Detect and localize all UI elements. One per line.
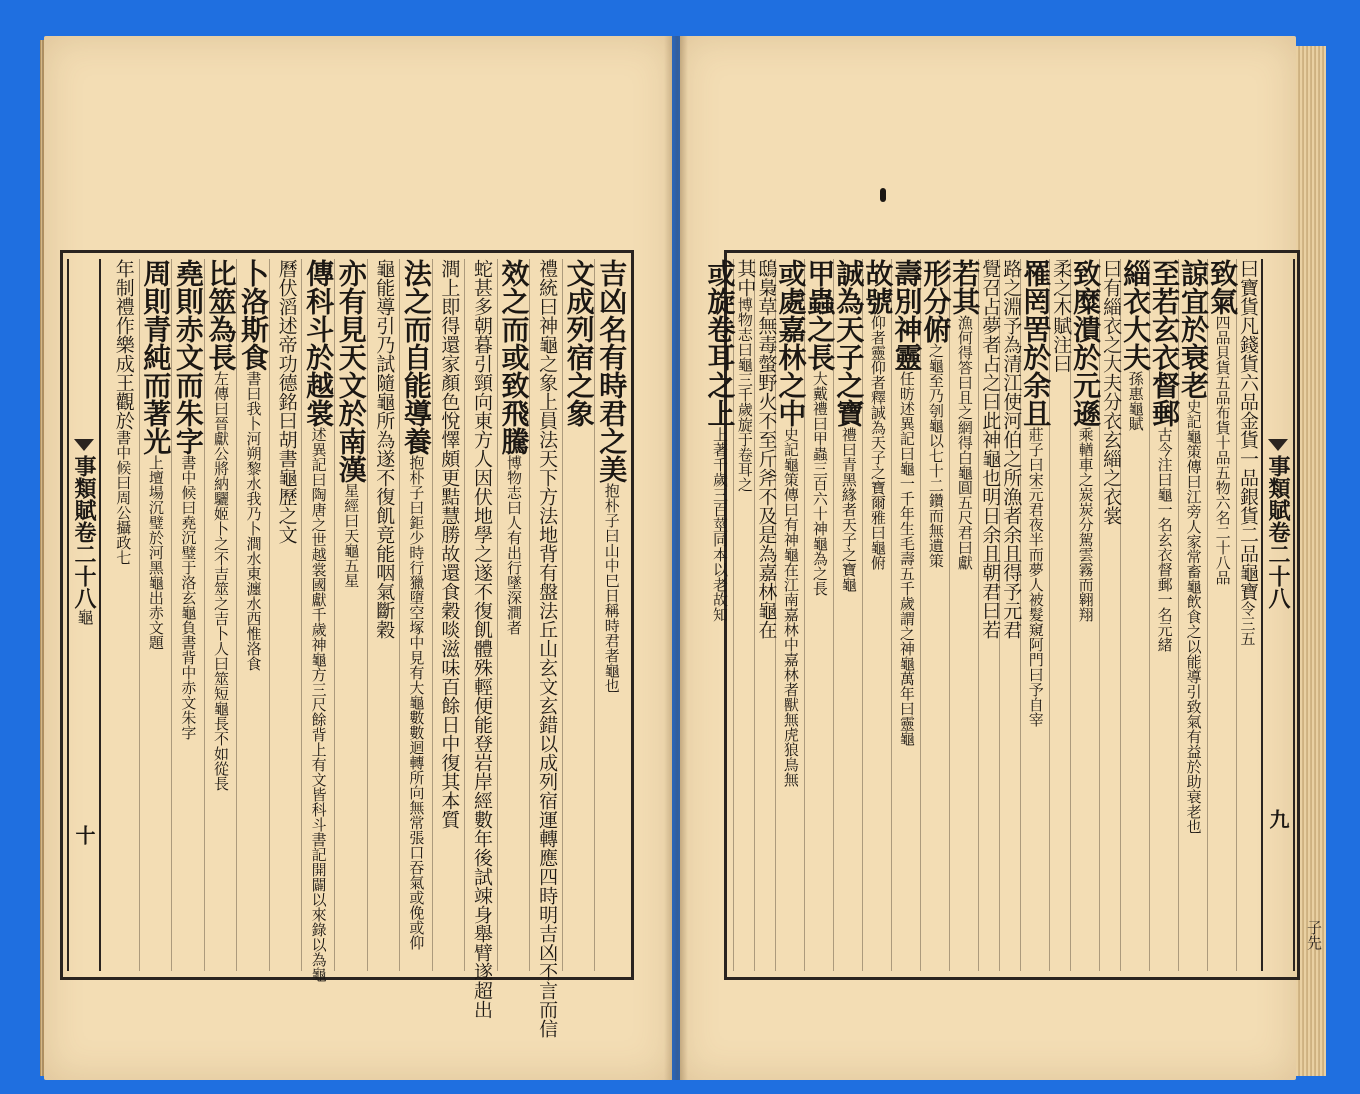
commentary-text: 禮統曰神龜之象上員法天下方法地背有盤法丘山玄文玄錯以成列宿運轉應四時明吉凶不言而信 (536, 259, 559, 1038)
text-column (1206, 259, 1240, 971)
annotation-text: 仰者靈仰者釋誠為天子之寶 (868, 315, 887, 495)
text-column (1099, 259, 1123, 971)
commentary-text: 龜能導引乃試隨龜所為遂不復飢竟能咽氣斷穀 (373, 259, 396, 639)
text-column (497, 259, 530, 971)
text-column (948, 259, 982, 971)
annotation-text: 任昉述異記曰龜一千年生毛壽五千歲謂之神龜萬年曰靈龜 (897, 371, 916, 746)
commentary-text: 鴟梟草無毒螫野火不至斤斧不及是為嘉林龜在 (755, 259, 778, 639)
commentary-text: 年制禮作樂成王觀於 (112, 259, 135, 430)
annotation-text: 禮曰青黑緣者天子之寶龜 (839, 427, 858, 592)
right-text-columns (703, 259, 1259, 971)
text-column (464, 259, 497, 1019)
text-column (334, 259, 367, 971)
main-text: 諒宜於衰老 (1177, 259, 1211, 399)
main-text: 甲蟲之長 (803, 259, 837, 371)
annotation-text: 上壇場沉璧於河黑龜出赤文題 (146, 455, 165, 650)
annotation-text: 之龜至乃刳龜以七十二鑽而無遺策 (926, 343, 945, 568)
commentary-text: 柔之木賦注曰 (1050, 259, 1073, 373)
main-text: 堯則赤文而朱字 (171, 259, 205, 455)
main-text: 若其 (948, 259, 982, 315)
main-text: 緇衣大夫 (1119, 259, 1153, 371)
main-text: 罹罔罟於余且 (1019, 259, 1053, 427)
corner-mark: 子先 (1305, 920, 1323, 950)
main-text: 文成列宿之象 (562, 259, 596, 427)
text-column (432, 259, 465, 971)
text-column (1236, 259, 1257, 971)
annotation-text: 漁何得答曰且之網得白龜圓五尺君曰獻 (955, 315, 974, 570)
commentary-text: 澗上即得還家顏色悅懌頗更黠慧勝故還食穀啖滋味百餘日中復其本質 (438, 259, 461, 829)
main-text: 亦有見天文於南漢 (334, 259, 368, 483)
text-column (1019, 259, 1053, 971)
text-column (367, 259, 400, 971)
annotation-text: 上著千歲三百莖同本以老故知 (710, 427, 729, 622)
text-column (754, 259, 778, 971)
text-column (861, 259, 895, 971)
annotation-text: 史記龜策傳曰江旁人家常畜龜飲食之以能導引致氣有益於助衰老也 (1184, 399, 1203, 834)
annotation-text: 莊子曰宋元君夜半而夢人被髮窺阿門曰予自宰 (1026, 427, 1045, 727)
right-margin-title: 事類賦卷二十八 (1265, 455, 1291, 609)
text-column (1148, 259, 1182, 971)
text-column (139, 259, 172, 971)
fish-tail-mark-icon (74, 439, 94, 451)
annotation-text: 抱朴子曰山中巳日稱時君者龜也 (602, 483, 621, 693)
left-text-frame (60, 250, 634, 1038)
main-text: 故號 (861, 259, 895, 315)
main-text: 傳科斗於越裳 (302, 259, 336, 427)
left-margin-subtitle: 龜 (75, 609, 94, 625)
ink-mark (880, 188, 886, 202)
text-column (236, 259, 269, 971)
main-text: 致氣 (1206, 259, 1240, 315)
annotation-text: 乘輶車之炭炭分駕雲霧而翱翔 (1076, 427, 1095, 622)
left-page-number: 十 (72, 825, 96, 845)
annotation-text: 書曰我卜河朔黎水我乃卜澗水東瀍水西惟洛食 (244, 371, 263, 671)
annotation-text: 左傳曰晉獻公將納驪姬卜之不吉筮之吉卜人曰筮短龜長不如從長 (211, 371, 230, 791)
text-column (529, 259, 562, 1038)
text-column (1177, 259, 1211, 971)
right-text-frame (703, 250, 1300, 980)
annotation-text: 史記龜策傳曰有神龜在江南嘉林中嘉林者獸無虎狼鳥無 (781, 427, 800, 787)
annotation-text: 星經曰天龜五星 (342, 483, 361, 588)
text-column (269, 259, 302, 971)
annotation-text: 述異記曰陶唐之世越裳國獻千歲神龜方三尺餘背上有文皆科斗書記開闢以來錄以為龜 (309, 427, 328, 982)
text-column (171, 259, 204, 971)
text-column (890, 259, 924, 971)
text-column (301, 259, 336, 982)
main-text: 致糜潰於元遜 (1069, 259, 1103, 427)
annotation-text: 令三五 (1238, 601, 1257, 646)
text-column (594, 259, 627, 971)
main-text: 卜洛斯食 (237, 259, 271, 371)
main-text: 或處嘉林之中 (774, 259, 808, 427)
text-column (204, 259, 237, 971)
text-column (999, 259, 1023, 971)
main-text: 法之而自能導養 (399, 259, 433, 455)
commentary-text: 曰寶貨凡錢貨六品金貨一品銀貨二品龜寶 (1237, 259, 1259, 601)
right-page-number: 九 (1266, 809, 1290, 829)
annotation-text: 古今注曰龜一名玄衣督郵一名元緒 (1155, 427, 1174, 652)
annotation-text: 博物志曰人有出行墜深澗者 (505, 455, 524, 635)
text-column (703, 259, 737, 971)
text-column (803, 259, 837, 971)
text-column (832, 259, 866, 971)
main-text: 周則青純而著光 (139, 259, 173, 455)
text-column (1119, 259, 1153, 971)
main-text: 形分俯 (919, 259, 953, 343)
text-column (919, 259, 953, 971)
commentary-text: 蛇甚多朝暮引頸向東方人因伏地學之遂不復飢體殊輕便能登岩岸經數年後試竦身舉臂遂超出 (470, 259, 493, 1019)
commentary-text: 曆伏滔述帝功德銘曰胡書龜歷之文 (275, 259, 298, 544)
annotation-text: 書中候曰堯沉璧于洛玄龜負書背中赤文朱字 (179, 455, 198, 740)
text-column (978, 259, 1002, 971)
left-text-columns (107, 259, 629, 1038)
text-column (562, 259, 595, 971)
text-column (774, 259, 808, 971)
text-column (1069, 259, 1103, 971)
fish-tail-mark-icon (1268, 439, 1288, 451)
main-text: 誠為天子之寶 (832, 259, 866, 427)
right-page-margin (1261, 259, 1295, 971)
main-text: 吉凶名有時君之美 (595, 259, 629, 483)
annotation-text: 書中候曰周公攝政七 (114, 430, 133, 565)
commentary-text: 曰有緇衣之大夫分衣玄緇之衣裳 (1100, 259, 1123, 525)
text-column (399, 259, 432, 971)
annotation-text: 大戴禮曰甲蟲三百六十神龜為之長 (810, 371, 829, 596)
main-text: 效之而或致飛騰 (497, 259, 531, 455)
main-text: 至若玄衣督郵 (1148, 259, 1182, 427)
annotation-text: 博物志曰龜三千歲旋于卷耳之 (735, 297, 754, 492)
commentary-text: 覺召占夢者占之曰此神龜也明日余且朝君曰若 (979, 259, 1002, 639)
main-text: 或旋卷耳之上 (703, 259, 737, 427)
main-text: 比筮為長 (204, 259, 238, 371)
main-text: 壽別神靈 (890, 259, 924, 371)
text-column (107, 259, 139, 971)
book-spine (664, 36, 688, 1080)
annotation-text: 孫惠龜賦 (1126, 371, 1145, 431)
annotation-text: 四品貝貨五品布貨十品五物六名二十八品 (1213, 315, 1232, 585)
text-column (733, 259, 757, 971)
text-column (1049, 259, 1073, 971)
annotation-text: 抱朴子曰鉅少時行獵墮空塚中見有大龜數數迴轉所向無常張口吞氣或俛或仰 (407, 455, 426, 950)
left-margin-title: 事類賦卷二十八 (71, 455, 97, 609)
commentary-text: 路之淵予為清江使河伯之所漁者余且得予元君 (1000, 259, 1023, 639)
left-page-margin (67, 259, 101, 971)
annotation-text: 爾雅曰龜俯 (868, 495, 887, 570)
commentary-text: 其中 (734, 259, 757, 297)
